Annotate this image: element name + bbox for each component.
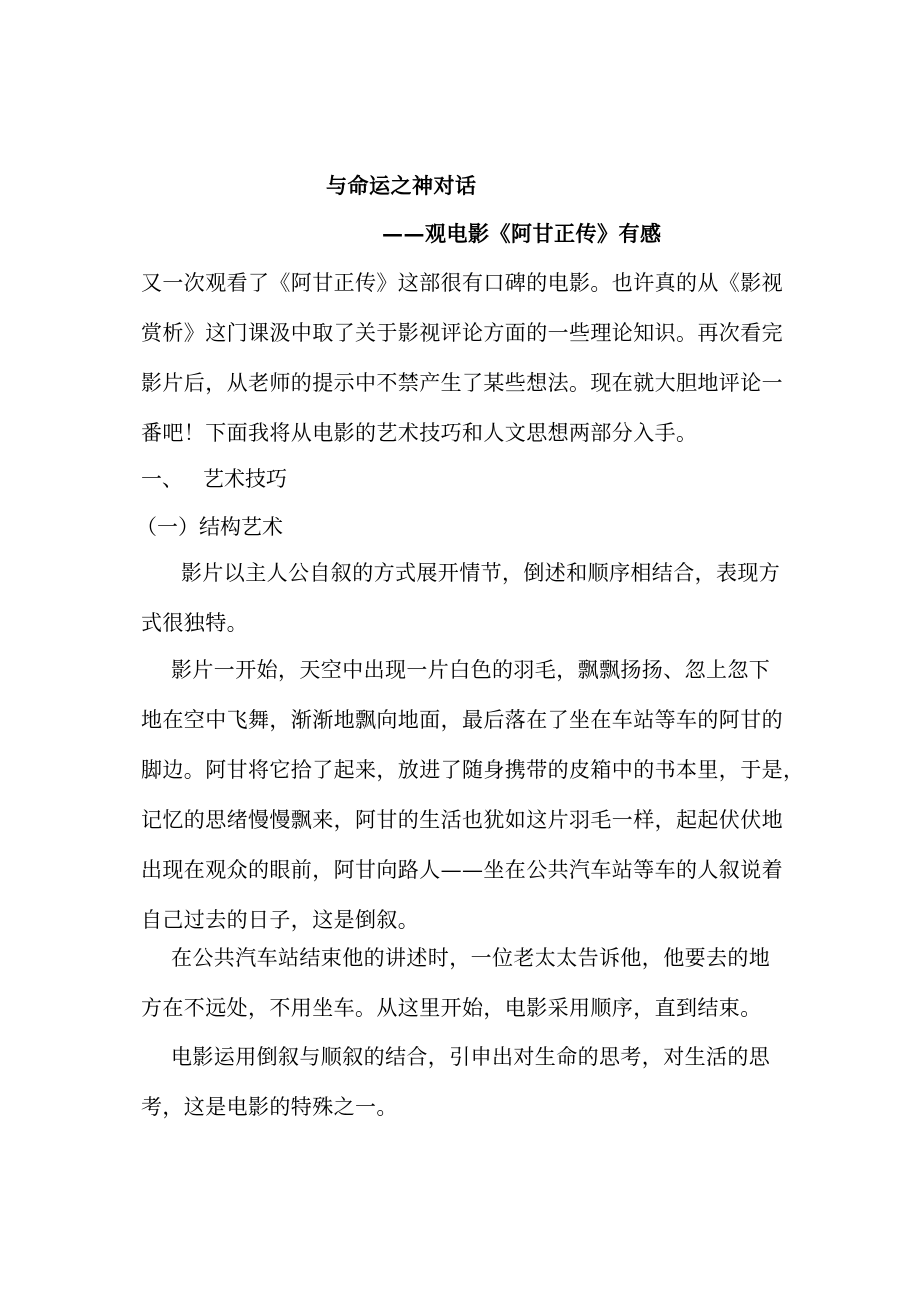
paragraph-line: 地在空中飞舞，渐渐地飘向地面，最后落在了坐在车站等车的阿甘的 — [141, 708, 783, 732]
feather-paragraph — [141, 645, 805, 945]
paragraph-line: 方在不远处，不用坐车。从这里开始，电影采用顺序，直到结束。 — [141, 996, 762, 1020]
bus-stop-paragraph — [141, 933, 781, 1033]
paragraph-line: 记忆的思绪慢慢飘来，阿甘的生活也犹如这片羽毛一样，起起伏伏地 — [141, 808, 783, 832]
document-subtitle: ——观电影《阿甘正传》有感 — [382, 221, 662, 246]
paragraph-line: 在公共汽车站结束他的讲述时，一位老太太告诉他，他要去的地 — [171, 946, 771, 970]
document-title: 与命运之神对话 — [326, 173, 477, 198]
paragraph-line: 脚边。阿甘将它拾了起来，放进了随身携带的皮箱中的书本里，于是， — [141, 758, 805, 782]
paragraph-line: 影片以主人公自叙的方式展开情节，倒述和顺序相结合，表现方 — [181, 561, 781, 585]
paragraph-line: 电影运用倒叙与顺叙的结合，引申出对生命的思考，对生活的思 — [171, 1045, 771, 1069]
paragraph-line: 影片后，从老师的提示中不禁产生了某些想法。现在就大胆地评论一 — [141, 371, 783, 395]
conclusion-paragraph — [141, 1032, 781, 1132]
paragraph-line: 影片一开始，天空中出现一片白色的羽毛，飘飘扬扬、忽上忽下 — [171, 658, 771, 682]
paragraph-line: 式很独特。 — [141, 611, 248, 635]
paragraph-line: 出现在观众的眼前，阿甘向路人——坐在公共汽车站等车的人叙说着 — [141, 858, 783, 882]
subsection-heading: （一）结构艺术 — [136, 515, 283, 539]
paragraph-line: 又一次观看了《阿甘正传》这部很有口碑的电影。也许真的从《影视 — [141, 271, 783, 295]
section-heading — [141, 454, 287, 504]
section-label: 艺术技巧 — [203, 467, 287, 491]
structure-paragraph — [141, 548, 781, 648]
intro-paragraph — [141, 258, 781, 458]
paragraph-line: 自己过去的日子，这是倒叙。 — [141, 908, 420, 932]
paragraph-line: 番吧！下面我将从电影的艺术技巧和人文思想两部分入手。 — [141, 421, 698, 445]
paragraph-line: 考，这是电影的特殊之一。 — [141, 1095, 398, 1119]
paragraph-line: 赏析》这门课汲中取了关于影视评论方面的一些理论知识。再次看完 — [141, 321, 783, 345]
section-number: 一、 — [141, 467, 183, 491]
